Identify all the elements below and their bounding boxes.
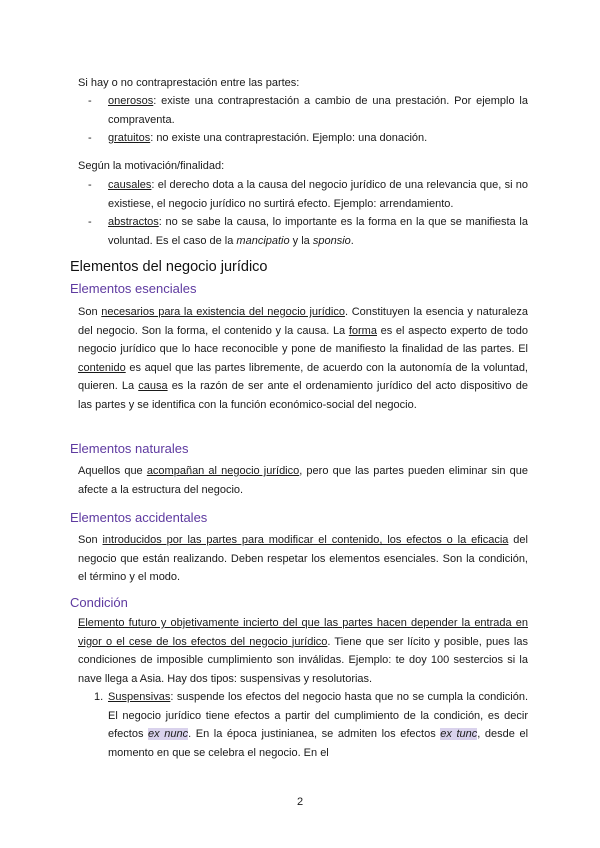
list-bullet: - — [88, 179, 92, 191]
highlight-ex-nunc: ex nunc — [148, 728, 189, 740]
list-item-onerosos: onerosos: existe una contraprestación a cambio de una prestación. Por ejemplo la compraventa. — [108, 95, 528, 126]
heading-condicion: Condición — [70, 595, 128, 610]
page-number: 2 — [296, 796, 304, 808]
paragraph-motivacion-intro: Según la motivación/finalidad: — [78, 160, 225, 172]
list-item-suspensivas: Suspensivas: suspende los efectos del negocio hasta que no se cumpla la condición. El negocio jurídico tiene efectos a partir del cumplimiento de la condición, es decir efectos ex nunc. En la época justinianea, se admiten los efectos ex tunc, desde el momento en que se celebra el negocio. En el — [108, 691, 529, 759]
list-item-gratuitos: gratuitos: no existe una contraprestación. Ejemplo: una donación. — [108, 132, 428, 144]
list-number: 1. — [94, 691, 104, 703]
heading-elementos-naturales: Elementos naturales — [70, 441, 189, 456]
highlight-ex-tunc: ex tunc — [440, 728, 478, 740]
heading-elementos-esenciales: Elementos esenciales — [70, 281, 197, 296]
paragraph-condicion: Elemento futuro y objetivamente incierto del que las partes hacen depender la entrada en vigor o el cese de los efectos del negocio jurídico. Tiene que ser lícito y posible, pues las condiciones de imposible cumplimiento son inválidas. Ejemplo: te doy 100 sestercios si la nave llega a Asia. Hay dos tipos: suspensivas y resolutorias. — [78, 617, 528, 685]
paragraph-contraprestacion-intro: Si hay o no contraprestación entre las partes: — [78, 77, 300, 89]
paragraph-esenciales: Son necesarios para la existencia del negocio jurídico. Constituyen la esencia y naturaleza del negocio. Son la forma, el contenido y la causa. La forma es el aspecto experto de todo negocio jurídico que lo hace reconocible y pone de manifiesto la finalidad de las partes. El contenido es aquel que las partes libremente, de acuerdo con la autonomía de la voluntad, quieren. La causa es la razón de ser ante el ordenamiento jurídico del acto dispositivo de las partes y se identifica con la función económico-social del negocio. — [78, 306, 528, 411]
list-item-abstractos: abstractos: no se sabe la causa, lo importante es la forma en la que se manifiesta la voluntad. Es el caso de la mancipatio y la sponsio. — [108, 216, 528, 247]
heading-elementos-negocio: Elementos del negocio jurídico — [70, 259, 268, 275]
list-bullet: - — [88, 95, 92, 107]
list-item-causales: causales: el derecho dota a la causa del negocio jurídico de una relevancia que, si no existiese, el negocio jurídico no surtirá efecto. Ejemplo: arrendamiento. — [108, 179, 528, 210]
list-bullet: - — [88, 132, 92, 144]
paragraph-naturales: Aquellos que acompañan al negocio jurídico, pero que las partes pueden eliminar sin que afecte a la estructura del negocio. — [78, 465, 528, 496]
heading-elementos-accidentales: Elementos accidentales — [70, 510, 208, 525]
list-bullet: - — [88, 216, 92, 228]
paragraph-accidentales: Son introducidos por las partes para modificar el contenido, los efectos o la eficacia del negocio que están realizando. Deben respetar los elementos esenciales. Son la condición, el término y el modo. — [78, 534, 528, 583]
